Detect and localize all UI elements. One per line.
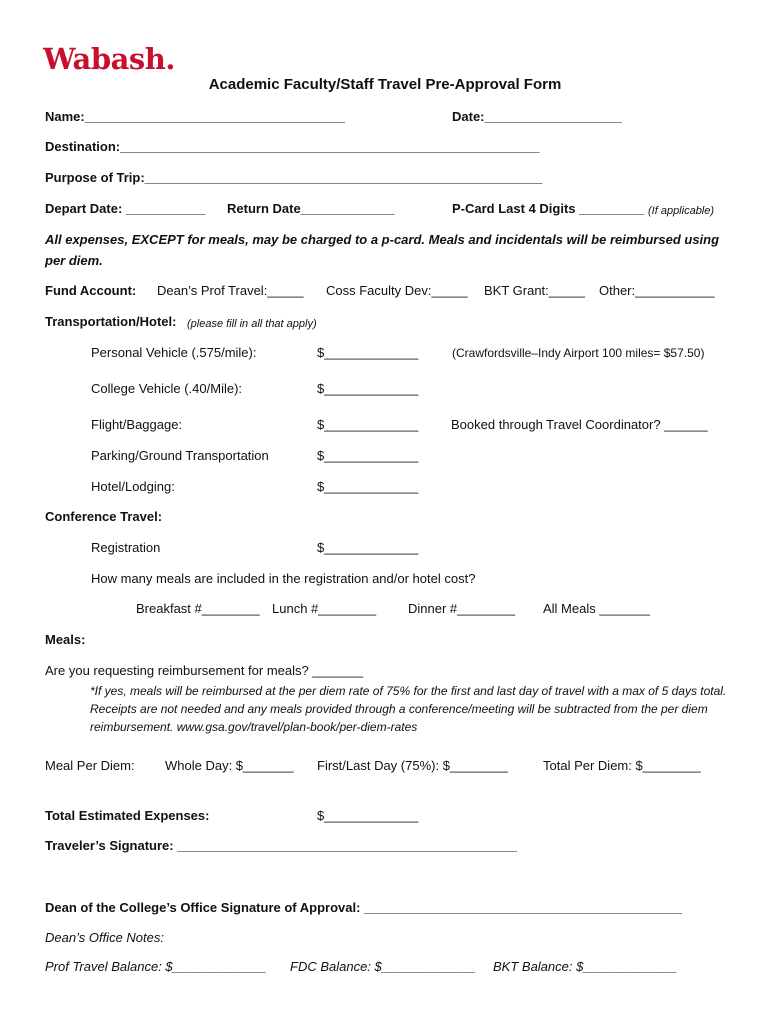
- traveler-signature-field[interactable]: Traveler’s Signature: _______________________________________________: [45, 838, 518, 853]
- whole-day-field[interactable]: Whole Day: $_______: [165, 758, 294, 773]
- pcard-digits-field[interactable]: P-Card Last 4 Digits _________: [452, 201, 645, 216]
- meal-per-diem-label: Meal Per Diem:: [45, 758, 135, 773]
- college-vehicle-label: College Vehicle (.40/Mile):: [91, 381, 243, 396]
- bkt-balance-field[interactable]: BKT Balance: $_____________: [493, 959, 678, 974]
- conference-heading: Conference Travel:: [45, 509, 163, 524]
- registration-label: Registration: [91, 540, 161, 555]
- purpose-field[interactable]: Purpose of Trip:_______________________________________________________: [45, 170, 543, 185]
- destination-field[interactable]: Destination:__________________________________________________________: [45, 139, 540, 154]
- transport-heading: Transportation/Hotel:: [45, 314, 177, 329]
- lunch-field[interactable]: Lunch #________: [272, 601, 377, 616]
- hotel-label: Hotel/Lodging:: [91, 479, 175, 494]
- total-expenses-label: Total Estimated Expenses:: [45, 808, 210, 823]
- first-last-day-field[interactable]: First/Last Day (75%): $________: [317, 758, 508, 773]
- total-per-diem-field[interactable]: Total Per Diem: $________: [543, 758, 701, 773]
- meals-reimbursement-question[interactable]: Are you requesting reimbursement for meals? _______: [45, 663, 363, 678]
- date-field[interactable]: Date:___________________: [452, 109, 622, 124]
- meals-heading: Meals:: [45, 632, 86, 647]
- dean-approval-signature-field[interactable]: Dean of the College’s Office Signature of Approval: ____________________________________________: [45, 900, 683, 915]
- personal-vehicle-amount[interactable]: $_____________: [317, 345, 419, 360]
- dinner-field[interactable]: Dinner #________: [408, 601, 515, 616]
- transport-heading-note: (please fill in all that apply): [187, 318, 317, 330]
- flight-baggage-amount[interactable]: $_____________: [317, 417, 419, 432]
- parking-amount[interactable]: $_____________: [317, 448, 419, 463]
- hotel-amount[interactable]: $_____________: [317, 479, 419, 494]
- form-title: Academic Faculty/Staff Travel Pre-Approval Form: [208, 76, 562, 93]
- personal-vehicle-label: Personal Vehicle (.575/mile):: [91, 345, 257, 360]
- meals-note: *If yes, meals will be reimbursed at the per diem rate of 75% for the first and last day of travel with a max of 5 days total. Receipts are not needed and any meals provided through a conference/meeting will be subtracted from the per diem reimbursement. www.gsa.gov/travel/plan-book/per-diem-rates: [90, 684, 727, 734]
- prof-travel-balance-field[interactable]: Prof Travel Balance: $_____________: [45, 959, 267, 974]
- wabash-logo: Wabash.: [43, 42, 175, 76]
- fund-other[interactable]: Other:___________: [599, 283, 715, 298]
- pcard-note: (If applicable): [648, 205, 715, 217]
- mileage-note: (Crawfordsville–Indy Airport 100 miles= $57.50): [452, 346, 705, 360]
- fdc-balance-field[interactable]: FDC Balance: $_____________: [290, 959, 476, 974]
- return-date-field[interactable]: Return Date_____________: [227, 201, 395, 216]
- depart-date-field[interactable]: Depart Date: ___________: [45, 201, 206, 216]
- fund-deans-prof-travel[interactable]: Dean’s Prof Travel:_____: [157, 283, 304, 298]
- flight-baggage-label: Flight/Baggage:: [91, 417, 183, 432]
- name-field[interactable]: Name:____________________________________: [45, 109, 346, 124]
- total-expenses-amount[interactable]: $_____________: [317, 808, 419, 823]
- all-meals-field[interactable]: All Meals _______: [543, 601, 650, 616]
- fund-coss-faculty-dev[interactable]: Coss Faculty Dev:_____: [326, 283, 468, 298]
- fund-bkt-grant[interactable]: BKT Grant:_____: [484, 283, 585, 298]
- deans-office-notes-label: Dean’s Office Notes:: [45, 930, 164, 945]
- meals-included-question: How many meals are included in the registration and/or hotel cost?: [91, 571, 476, 586]
- expenses-note: All expenses, EXCEPT for meals, may be charged to a p-card. Meals and incidentals will be reimbursed using per diem.: [45, 232, 720, 268]
- registration-amount[interactable]: $_____________: [317, 540, 419, 555]
- college-vehicle-amount[interactable]: $_____________: [317, 381, 419, 396]
- breakfast-field[interactable]: Breakfast #________: [136, 601, 260, 616]
- parking-label: Parking/Ground Transportation: [91, 448, 269, 463]
- booked-coordinator-field[interactable]: Booked through Travel Coordinator? ______: [451, 417, 708, 432]
- fund-account-label: Fund Account:: [45, 283, 137, 298]
